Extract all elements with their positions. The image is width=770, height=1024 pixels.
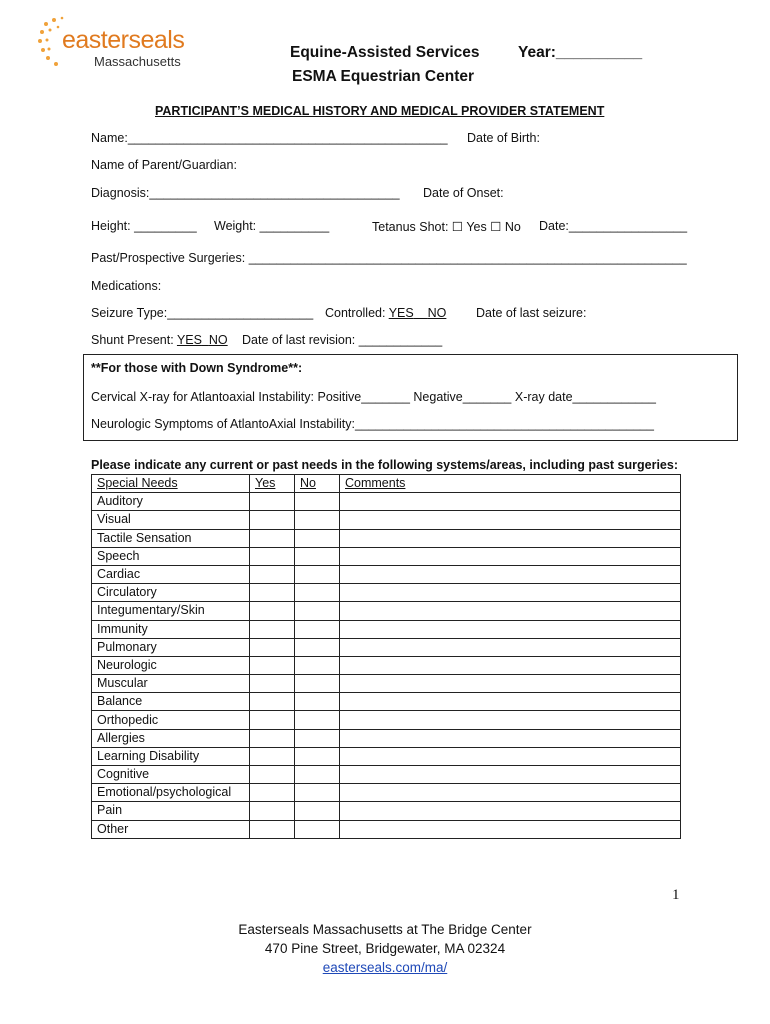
need-label: Visual: [92, 511, 250, 529]
no-cell[interactable]: [295, 802, 340, 820]
need-label: Speech: [92, 547, 250, 565]
diagnosis-field[interactable]: Diagnosis:____________________________________: [91, 186, 400, 200]
surgeries-field[interactable]: Past/Prospective Surgeries: _______________________________________________________________: [91, 251, 687, 265]
controlled-no-option[interactable]: NO: [427, 306, 447, 320]
revision-date-field[interactable]: Date of last revision: ____________: [242, 333, 443, 347]
table-row: [92, 602, 681, 620]
easterseals-logo: [36, 14, 196, 76]
yes-cell[interactable]: [250, 693, 295, 711]
comments-cell[interactable]: [340, 547, 681, 565]
seizure-type-field[interactable]: Seizure Type:_____________________: [91, 306, 314, 320]
table-row: [92, 711, 681, 729]
yes-cell[interactable]: [250, 802, 295, 820]
no-cell[interactable]: [295, 693, 340, 711]
comments-cell[interactable]: [340, 565, 681, 583]
yes-cell[interactable]: [250, 511, 295, 529]
header-no: No: [295, 475, 340, 493]
header-yes: Yes: [250, 475, 295, 493]
table-row: [92, 547, 681, 565]
comments-cell[interactable]: [340, 493, 681, 511]
yes-cell[interactable]: [250, 565, 295, 583]
need-label: Pain: [92, 802, 250, 820]
comments-cell[interactable]: [340, 602, 681, 620]
comments-cell[interactable]: [340, 656, 681, 674]
no-cell[interactable]: [295, 638, 340, 656]
no-cell[interactable]: [295, 511, 340, 529]
yes-cell[interactable]: [250, 675, 295, 693]
tetanus-shot-checkboxes[interactable]: Tetanus Shot: ☐ Yes ☐ No: [372, 220, 521, 234]
height-field[interactable]: Height: _________: [91, 219, 197, 233]
shunt-no-option[interactable]: NO: [208, 333, 228, 347]
comments-cell[interactable]: [340, 729, 681, 747]
no-cell[interactable]: [295, 729, 340, 747]
need-label: Circulatory: [92, 584, 250, 602]
need-label: Neurologic: [92, 656, 250, 674]
yes-cell[interactable]: [250, 784, 295, 802]
no-cell[interactable]: [295, 766, 340, 784]
name-field[interactable]: Name:______________________________________________: [91, 131, 448, 145]
need-label: Cardiac: [92, 565, 250, 583]
yes-cell[interactable]: [250, 529, 295, 547]
cervical-xray-field[interactable]: Cervical X-ray for Atlantoaxial Instability: Positive_______ Negative_______ X-ray date____________: [91, 390, 656, 404]
comments-cell[interactable]: [340, 802, 681, 820]
comments-cell[interactable]: [340, 529, 681, 547]
no-cell[interactable]: [295, 620, 340, 638]
footer-address: 470 Pine Street, Bridgewater, MA 02324: [264, 941, 506, 956]
table-row: [92, 766, 681, 784]
comments-cell[interactable]: [340, 675, 681, 693]
neurologic-symptoms-field[interactable]: Neurologic Symptoms of AtlantoAxial Instability:___________________________________________: [91, 417, 654, 431]
no-cell[interactable]: [295, 784, 340, 802]
no-cell[interactable]: [295, 584, 340, 602]
parent-guardian-field[interactable]: Name of Parent/Guardian:: [91, 158, 237, 172]
no-cell[interactable]: [295, 675, 340, 693]
seizure-controlled: [325, 306, 446, 320]
comments-cell[interactable]: [340, 711, 681, 729]
need-label: Muscular: [92, 675, 250, 693]
header-comments: Comments: [340, 475, 681, 493]
need-label: Learning Disability: [92, 747, 250, 765]
no-cell[interactable]: [295, 529, 340, 547]
tetanus-date-field[interactable]: Date:_________________: [539, 219, 688, 233]
comments-cell[interactable]: [340, 584, 681, 602]
comments-cell[interactable]: [340, 693, 681, 711]
no-cell[interactable]: [295, 820, 340, 838]
shunt-label: Shunt Present:: [91, 333, 177, 347]
page-number: 1: [672, 887, 680, 903]
yes-cell[interactable]: [250, 747, 295, 765]
need-label: Allergies: [92, 729, 250, 747]
need-label: Integumentary/Skin: [92, 602, 250, 620]
need-label: Balance: [92, 693, 250, 711]
yes-cell[interactable]: [250, 711, 295, 729]
medications-field[interactable]: Medications:: [91, 279, 162, 293]
yes-cell[interactable]: [250, 547, 295, 565]
no-cell[interactable]: [295, 493, 340, 511]
no-cell[interactable]: [295, 602, 340, 620]
shunt-yes-option[interactable]: YES: [176, 333, 202, 347]
comments-cell[interactable]: [340, 747, 681, 765]
down-syndrome-heading: **For those with Down Syndrome**:: [91, 361, 303, 375]
need-label: Tactile Sensation: [92, 529, 250, 547]
no-cell[interactable]: [295, 711, 340, 729]
no-cell[interactable]: [295, 747, 340, 765]
table-row: [92, 565, 681, 583]
yes-cell[interactable]: [250, 820, 295, 838]
special-needs-table: [91, 474, 681, 839]
yes-cell[interactable]: [250, 602, 295, 620]
need-label: Cognitive: [92, 766, 250, 784]
last-seizure-field[interactable]: Date of last seizure:: [476, 306, 587, 320]
table-header-row: [92, 475, 681, 493]
comments-cell[interactable]: [340, 511, 681, 529]
logo-subtitle: Massachusetts: [94, 54, 181, 69]
table-row: [92, 620, 681, 638]
table-row: [92, 693, 681, 711]
onset-field[interactable]: Date of Onset:: [423, 186, 504, 200]
need-label: Emotional/psychological: [92, 784, 250, 802]
weight-field[interactable]: Weight: __________: [214, 219, 330, 233]
comments-cell[interactable]: [340, 766, 681, 784]
year-field[interactable]: Year:__________: [518, 44, 643, 61]
table-row: [92, 675, 681, 693]
no-cell[interactable]: [295, 656, 340, 674]
table-row: [92, 656, 681, 674]
need-label: Immunity: [92, 620, 250, 638]
yes-cell[interactable]: [250, 620, 295, 638]
footer-org-name: Easterseals Massachusetts at The Bridge Center: [238, 922, 532, 937]
table-row: [92, 747, 681, 765]
shunt-present: [91, 333, 228, 347]
dob-field[interactable]: Date of Birth:: [467, 131, 540, 145]
form-title-line1: Equine-Assisted Services: [290, 44, 480, 61]
needs-instructions: Please indicate any current or past needs in the following systems/areas, including past surgeries:: [91, 458, 678, 472]
controlled-yes-option[interactable]: YES: [388, 306, 414, 320]
comments-cell[interactable]: [340, 784, 681, 802]
table-row: [92, 511, 681, 529]
website-link[interactable]: easterseals.com/ma/: [322, 960, 448, 975]
table-row: [92, 493, 681, 511]
form-title-line2: ESMA Equestrian Center: [292, 68, 475, 85]
yes-cell[interactable]: [250, 493, 295, 511]
table-row: [92, 584, 681, 602]
table-row: [92, 784, 681, 802]
need-label: Other: [92, 820, 250, 838]
need-label: Orthopedic: [92, 711, 250, 729]
yes-cell[interactable]: [250, 656, 295, 674]
table-row: [92, 802, 681, 820]
yes-cell[interactable]: [250, 638, 295, 656]
yes-cell[interactable]: [250, 729, 295, 747]
table-row: [92, 729, 681, 747]
footer-link-wrap: [0, 960, 770, 975]
yes-cell[interactable]: [250, 584, 295, 602]
header-special-needs: Special Needs: [92, 475, 250, 493]
comments-cell[interactable]: [340, 638, 681, 656]
statement-heading: PARTICIPANT’S MEDICAL HISTORY AND MEDICAL PROVIDER STATEMENT: [155, 104, 605, 118]
no-cell[interactable]: [295, 547, 340, 565]
need-label: Pulmonary: [92, 638, 250, 656]
no-cell[interactable]: [295, 565, 340, 583]
table-row: [92, 638, 681, 656]
comments-cell[interactable]: [340, 820, 681, 838]
comments-cell[interactable]: [340, 620, 681, 638]
yes-cell[interactable]: [250, 766, 295, 784]
need-label: Auditory: [92, 493, 250, 511]
logo-wordmark: easterseals: [62, 26, 185, 54]
controlled-label: Controlled:: [325, 306, 389, 320]
table-row: [92, 820, 681, 838]
table-row: [92, 529, 681, 547]
